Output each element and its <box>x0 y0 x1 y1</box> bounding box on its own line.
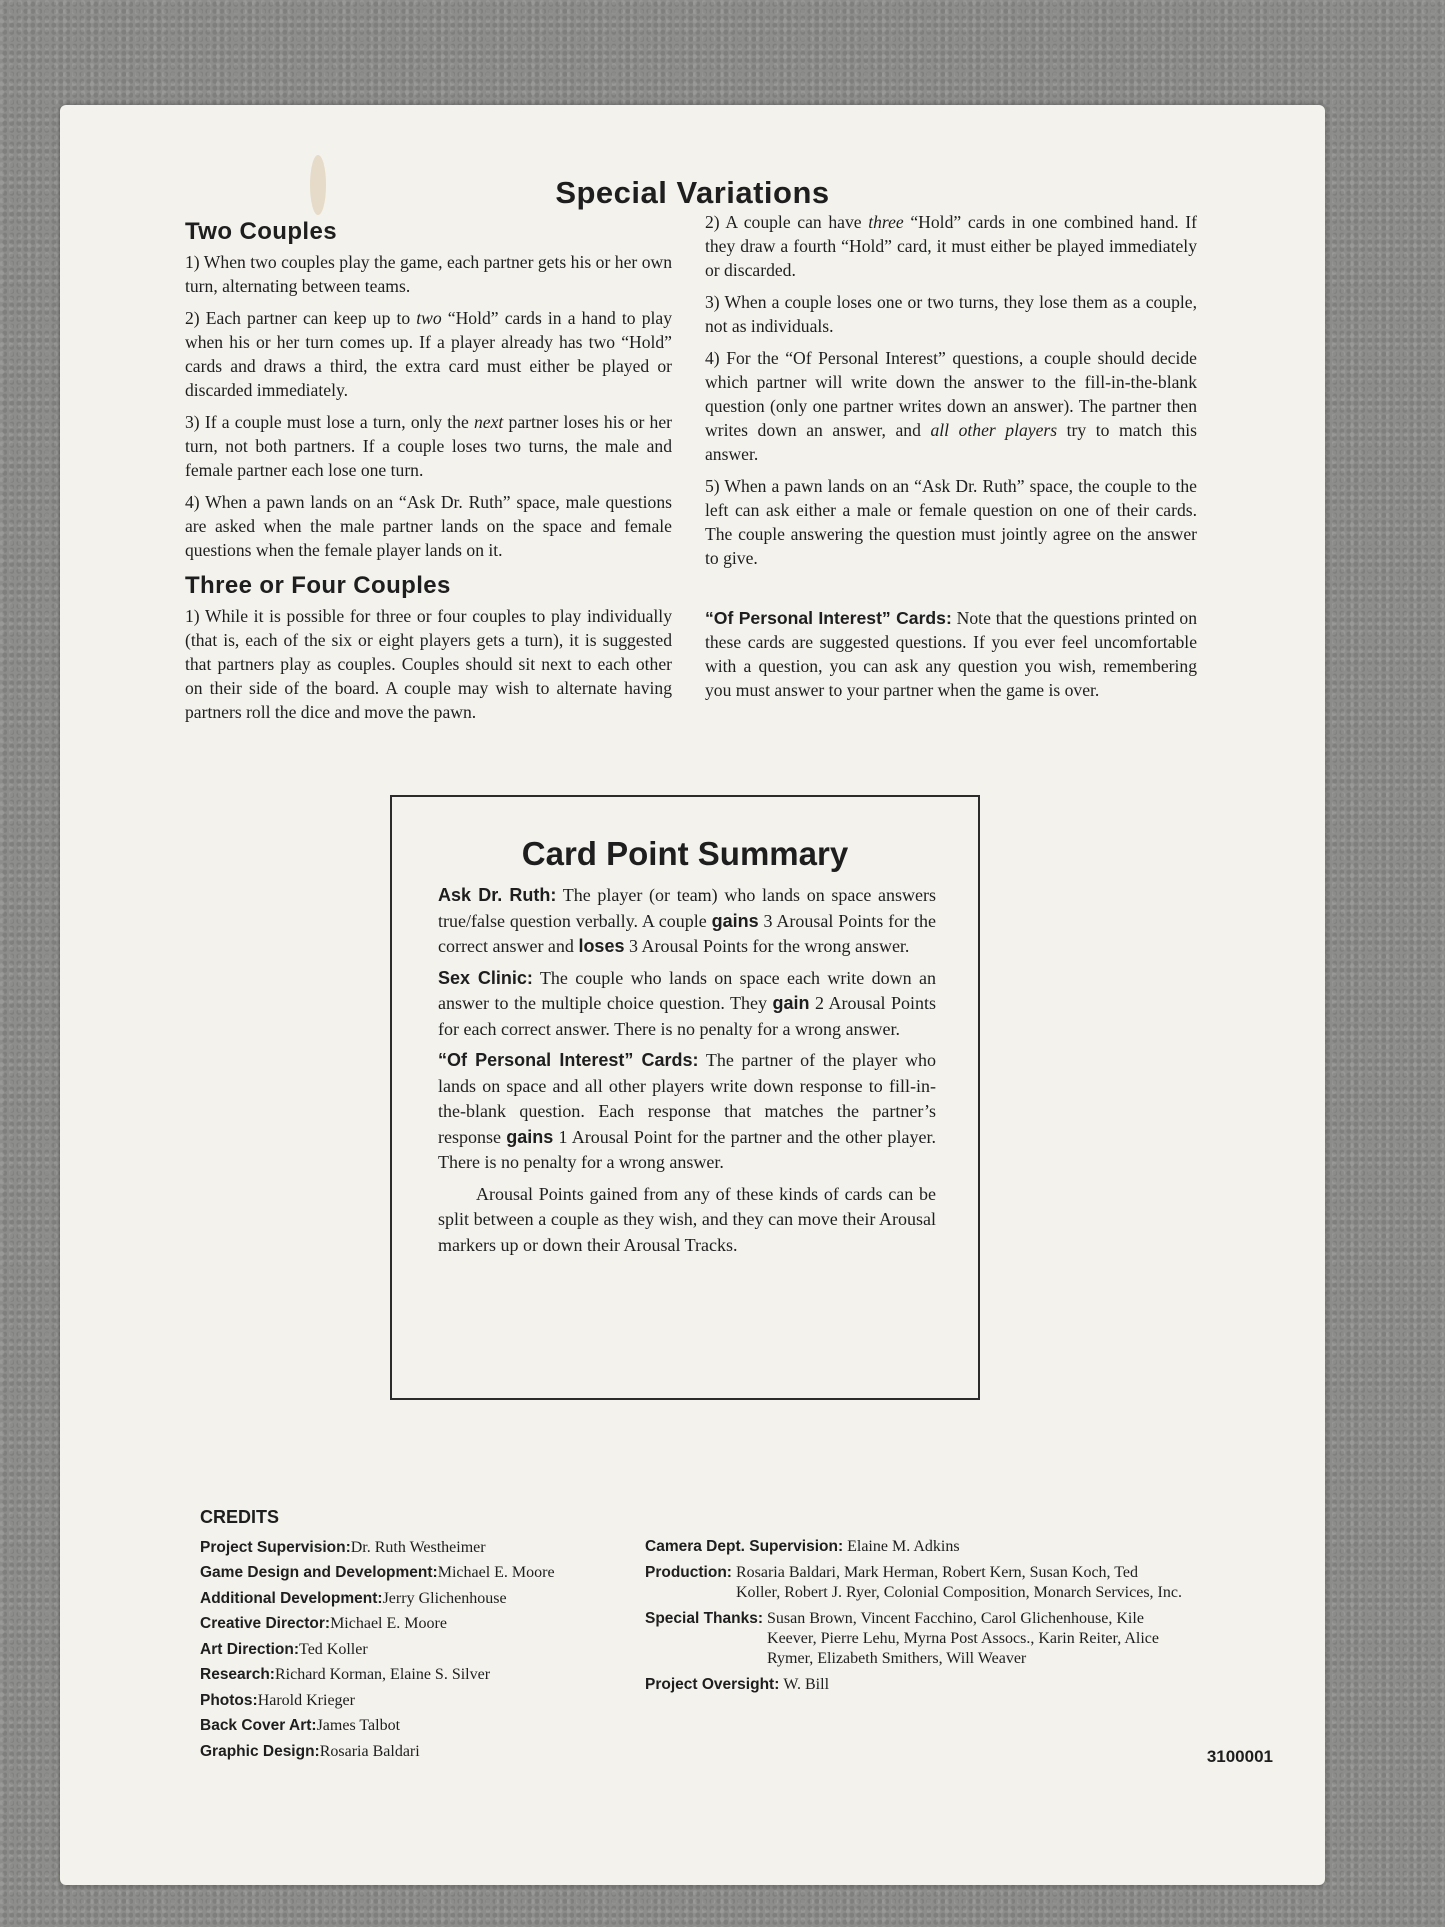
credit-row: Project Oversight: W. Bill <box>645 1676 830 1693</box>
rule-paragraph: 4) When a pawn lands on an “Ask Dr. Ruth” space, male questions are asked when the male partner lands on the space and female questions when the female player lands on it. <box>185 492 672 560</box>
section-heading-three-four-couples: Three or Four Couples <box>185 572 451 599</box>
credit-row: Graphic Design:Rosaria Baldari <box>200 1742 420 1760</box>
credit-row: Research:Richard Korman, Elaine S. Silver <box>200 1666 491 1683</box>
rules-sheet <box>60 105 1325 1885</box>
rule-paragraph: 1) While it is possible for three or four couples to play individually (that is, each of the six or eight players gets a turn), it is suggested that partners play as couples. Couples should sit next to each other on their side of the board. A couple may wish to alternate having partners roll the dice and move the pawn. <box>185 606 672 722</box>
page-title: Special Variations <box>555 175 830 210</box>
rule-paragraph: 3) If a couple must lose a turn, only the next partner loses his or her turn, not both partners. If a couple loses two turns, the male and female partner each lose one turn. <box>185 412 672 480</box>
summary-sex-clinic: Sex Clinic: The couple who lands on space each write down an answer to the multiple choice question. They gain 2 Arousal Points for each correct answer. There is no penalty for a wrong answer. <box>438 967 937 1039</box>
credit-row: Back Cover Art:James Talbot <box>200 1717 401 1734</box>
rule-paragraph: 5) When a pawn lands on an “Ask Dr. Ruth” space, the couple to the left can ask either a male or female question on one of their cards. The couple answering the question must jointly agree on the answer to give. <box>705 476 1197 568</box>
rule-paragraph: 4) For the “Of Personal Interest” questions, a couple should decide which partner will write down the answer to the fill-in-the-blank question (only one partner writes down an answer). The partner then writes down an answer, and all other players try to match this answer. <box>705 348 1197 464</box>
summary-title: Card Point Summary <box>521 835 849 872</box>
credits-left <box>200 1505 555 1764</box>
credit-row: Special Thanks: Susan Brown, Vincent Facchino, Carol Glichenhouse, Kile Keever, Pierre Lehu, Myrna Post Assocs., Karin Reiter, Alice Rymer, Elizabeth Smithers, Will Weaver <box>645 1610 1159 1667</box>
product-code: 3100001 <box>1206 1747 1273 1766</box>
credit-row: Art Direction:Ted Koller <box>200 1640 368 1658</box>
opi-note: “Of Personal Interest” Cards: Note that the questions printed on these cards are suggested questions. If you ever feel uncomfortable with a question, you can ask any question you wish, remembering you must answer to your partner when the game is over. <box>705 608 1197 700</box>
credit-row: Project Supervision:Dr. Ruth Westheimer <box>200 1538 486 1556</box>
credit-row: Production: Rosaria Baldari, Mark Herman, Robert Kern, Susan Koch, Ted Koller, Robert J. Ryer, Colonial Composition, Monarch Services, Inc. <box>645 1564 1182 1601</box>
credit-row: Camera Dept. Supervision: Elaine M. Adkins <box>645 1538 960 1555</box>
rule-paragraph: 1) When two couples play the game, each partner gets his or her own turn, alternating between teams. <box>185 252 672 296</box>
credit-row: Photos:Harold Krieger <box>200 1691 355 1709</box>
summary-ask-dr-ruth: Ask Dr. Ruth: The player (or team) who lands on space answers true/false question verbally. A couple gains 3 Arousal Points for the correct answer and loses 3 Arousal Points for the wrong answer. <box>438 885 937 956</box>
credits-title: CREDITS <box>200 1507 280 1527</box>
rule-paragraph: 2) A couple can have three “Hold” cards in one combined hand. If they draw a fourth “Hold” card, it must either be played immediately or discarded. <box>705 212 1198 280</box>
credit-row: Additional Development:Jerry Glichenhouse <box>200 1589 507 1607</box>
right-column <box>705 210 1197 710</box>
left-column <box>185 220 672 732</box>
section-heading-two-couples: Two Couples <box>185 218 337 245</box>
summary-opi: “Of Personal Interest” Cards: The partner of the player who lands on space and all other players write down response to fill-in-the-blank question. Each response that matches the partner’s response gains 1 Arousal Point for the partner and the other player. There is no penalty for a wrong answer. <box>438 1050 936 1172</box>
rule-paragraph: 3) When a couple loses one or two turns, they lose them as a couple, not as individuals. <box>705 292 1197 336</box>
rule-paragraph: 2) Each partner can keep up to two “Hold” cards in a hand to play when his or her turn comes up. If a player already has two “Hold” cards and draws a third, the extra card must either be played or discarded immediately. <box>185 308 672 400</box>
credit-row: Game Design and Development:Michael E. Moore <box>200 1564 555 1581</box>
card-point-summary-box <box>390 795 980 1400</box>
credits-right <box>645 1537 1185 1701</box>
summary-closing: Arousal Points gained from any of these kinds of cards can be split between a couple as they wish, and they can move their Arousal markers up or down their Arousal Tracks. <box>438 1183 936 1255</box>
credit-row: Creative Director:Michael E. Moore <box>200 1615 447 1632</box>
